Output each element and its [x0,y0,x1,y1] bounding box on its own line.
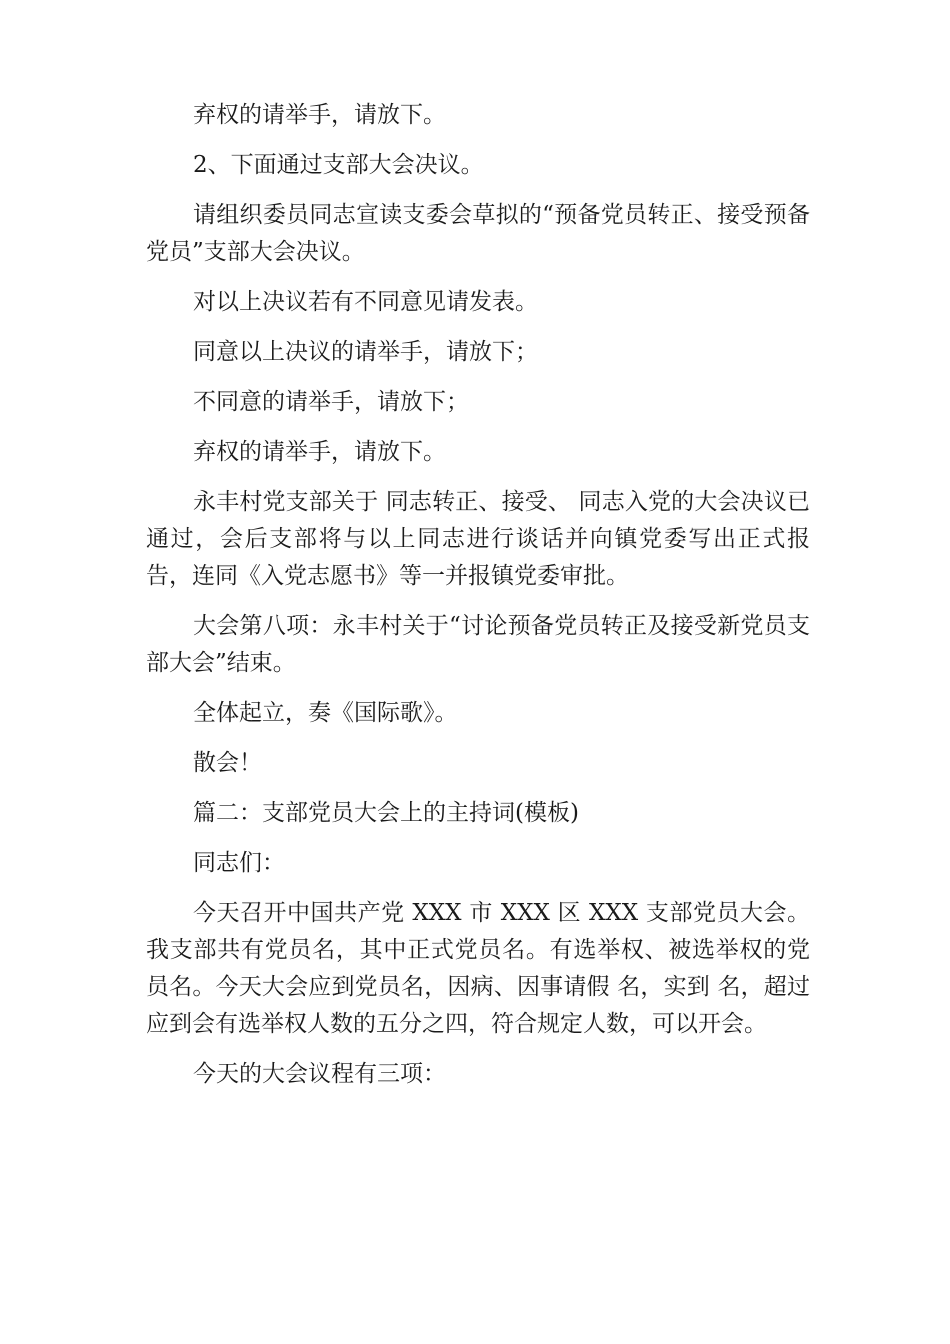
paragraph-anthem: 全体起立，奏《国际歌》。 [193,700,458,726]
paragraph-abstain-1: 弃权的请举手，请放下。 [193,102,446,128]
document-page [146,97,810,1106]
paragraph-meeting-intro: 今天召开中国共产党 XXX 市 XXX 区 XXX 支部党员大会。我支部共有党员名，其中正式党员名。有选举权、被选举权的党员名。今天大会应到党员名，因病、因事请假 名，实到 名，超过应到会有选举权人数的五分之四，符合规定人数，可以开会。 [146,900,810,1037]
paragraph-item-eight: 大会第八项：永丰村关于“讨论预备党员转正及接受新党员支部大会”结束。 [146,613,810,676]
paragraph-read-resolution: 请组织委员同志宣读支委会草拟的“预备党员转正、接受预备党员”支部大会决议。 [146,202,810,265]
paragraph-greeting: 同志们： [193,850,285,876]
paragraph-resolution-passed: 永丰村党支部关于 同志转正、接受、 同志入党的大会决议已通过，会后支部将与以上同志进行谈话并向镇党委写出正式报告，连同《入党志愿书》等一并报镇党委审批。 [146,489,810,589]
section-title-part-two: 篇二：支部党员大会上的主持词(模板) [193,800,579,826]
paragraph-resolution-heading: 2、下面通过支部大会决议。 [193,152,484,178]
paragraph-abstain-2: 弃权的请举手，请放下。 [193,439,446,465]
paragraph-agree-vote: 同意以上决议的请举手，请放下； [193,339,538,365]
paragraph-disagree-vote: 不同意的请举手，请放下； [193,389,469,415]
paragraph-agenda-intro: 今天的大会议程有三项： [193,1061,446,1087]
paragraph-opinions: 对以上决议若有不同意见请发表。 [193,289,538,315]
paragraph-adjourn: 散会！ [193,750,262,776]
